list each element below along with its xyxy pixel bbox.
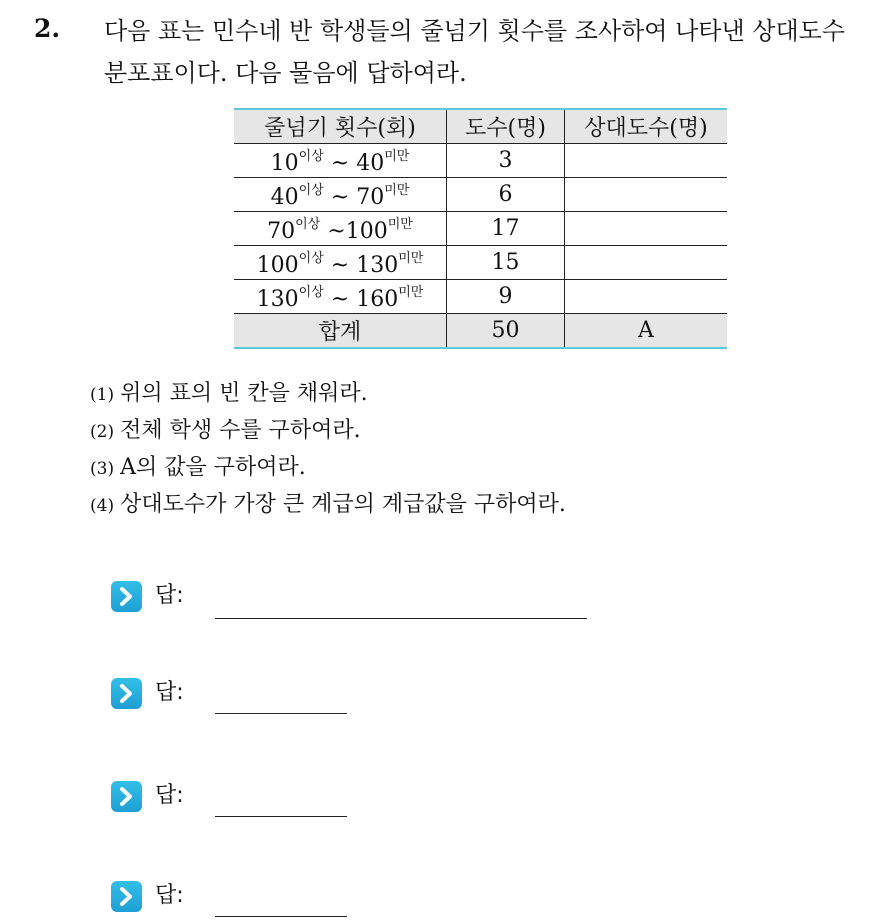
sub-question-list <box>90 376 566 524</box>
interval-to: 130 <box>356 253 399 278</box>
interval-to: 70 <box>356 185 385 210</box>
above-label: 이상 <box>298 251 324 266</box>
sub-question-4 <box>90 487 566 524</box>
above-label: 이상 <box>295 217 321 232</box>
answer-label: 답: <box>155 783 184 808</box>
chevron-right-icon <box>111 678 142 709</box>
below-label: 미만 <box>387 217 413 232</box>
below-label: 미만 <box>398 285 424 300</box>
table-row <box>234 178 727 212</box>
range-separator: ~ <box>330 185 350 210</box>
above-label: 이상 <box>298 183 324 198</box>
table-row <box>234 280 727 314</box>
sub-question-2 <box>90 413 566 450</box>
below-label: 미만 <box>384 149 410 164</box>
class-interval <box>234 144 447 178</box>
frequency-cell: 3 <box>447 144 565 178</box>
table-total-row <box>234 314 727 349</box>
relative-frequency-cell[interactable] <box>565 246 728 280</box>
range-separator: ~ <box>330 253 350 278</box>
total-relative-frequency: A <box>565 314 728 349</box>
answer-row-1 <box>111 576 591 616</box>
frequency-cell: 15 <box>447 246 565 280</box>
answer-row-3 <box>111 776 351 816</box>
class-interval <box>234 178 447 212</box>
class-interval <box>234 280 447 314</box>
sub-question-label: (4) <box>90 496 115 516</box>
sub-question-label: (2) <box>90 422 115 442</box>
below-label: 미만 <box>398 251 424 266</box>
answer-row-2 <box>111 673 351 713</box>
sub-question-text: 위의 표의 빈 칸을 채워라. <box>120 381 368 406</box>
answer-blank-4[interactable] <box>215 916 347 917</box>
class-interval <box>234 246 447 280</box>
below-label: 미만 <box>384 183 410 198</box>
sub-question-label: (3) <box>90 459 115 479</box>
sub-question-3 <box>90 450 566 487</box>
frequency-cell: 9 <box>447 280 565 314</box>
answer-blank-3[interactable] <box>215 816 347 817</box>
answer-label: 답: <box>155 883 184 908</box>
chevron-right-icon <box>111 881 142 912</box>
frequency-cell: 6 <box>447 178 565 212</box>
answer-label: 답: <box>155 583 184 608</box>
header-jump-count: 줄넘기 횟수(회) <box>234 109 447 144</box>
header-relative-frequency: 상대도수(명) <box>565 109 728 144</box>
relative-frequency-cell[interactable] <box>565 178 728 212</box>
question-number: 2. <box>34 14 61 43</box>
interval-to: 160 <box>356 287 399 312</box>
sub-question-label: (1) <box>90 385 115 405</box>
sub-question-text: 상대도수가 가장 큰 계급의 계급값을 구하여라. <box>120 492 566 517</box>
interval-from: 10 <box>270 151 299 176</box>
interval-to: 40 <box>356 151 385 176</box>
sub-question-1 <box>90 376 566 413</box>
frequency-table <box>234 108 727 349</box>
class-interval <box>234 212 447 246</box>
total-label: 합계 <box>234 314 447 349</box>
above-label: 이상 <box>298 285 324 300</box>
interval-from: 40 <box>270 185 299 210</box>
sub-question-text: 전체 학생 수를 구하여라. <box>120 418 361 443</box>
question-prompt: 다음 표는 민수네 반 학생들의 줄넘기 횟수를 조사하여 나타낸 상대도수 분포표이다. 다음 물음에 답하여라. <box>104 17 845 87</box>
relative-frequency-cell[interactable] <box>565 212 728 246</box>
answer-blank-1[interactable] <box>215 618 587 619</box>
above-label: 이상 <box>298 149 324 164</box>
table-row <box>234 144 727 178</box>
interval-from: 130 <box>256 287 299 312</box>
range-separator: ~ <box>330 287 350 312</box>
chevron-right-icon <box>111 781 142 812</box>
range-separator: ~ <box>330 151 350 176</box>
chevron-right-icon <box>111 581 142 612</box>
interval-from: 100 <box>256 253 299 278</box>
table-row <box>234 246 727 280</box>
frequency-cell: 17 <box>447 212 565 246</box>
relative-frequency-cell[interactable] <box>565 280 728 314</box>
header-frequency: 도수(명) <box>447 109 565 144</box>
answer-row-4 <box>111 876 351 916</box>
answer-blank-2[interactable] <box>215 713 347 714</box>
table-header-row <box>234 109 727 144</box>
relative-frequency-cell[interactable] <box>565 144 728 178</box>
answer-label: 답: <box>155 680 184 705</box>
sub-question-text: A의 값을 구하여라. <box>120 455 306 480</box>
range-separator: ~ <box>327 219 346 244</box>
table-row <box>234 212 727 246</box>
interval-to: 100 <box>345 219 388 244</box>
interval-from: 70 <box>267 219 296 244</box>
total-frequency: 50 <box>447 314 565 349</box>
